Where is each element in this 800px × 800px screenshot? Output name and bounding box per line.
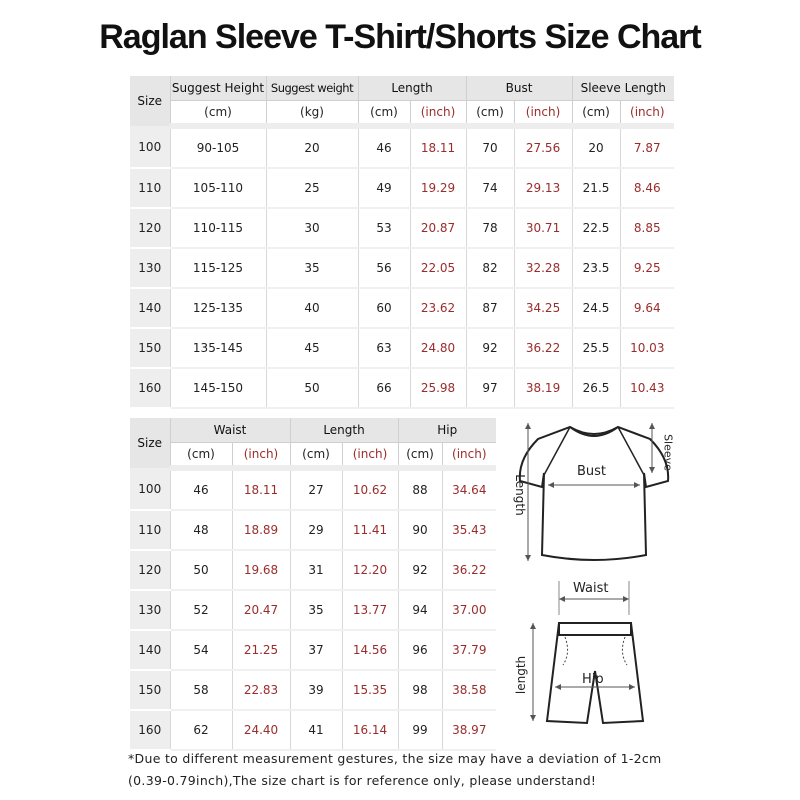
bust-label: Bust: [577, 464, 607, 479]
sleeve-inch-cell: 9.64: [620, 288, 674, 328]
bust-cm-cell: 78: [466, 208, 514, 248]
hip-cm-cell: 98: [398, 670, 442, 710]
unit-label: (inch): [232, 443, 290, 469]
shorts-size-table: [130, 418, 496, 751]
length-inch-cell: 23.62: [410, 288, 466, 328]
unit-label: (inch): [342, 443, 398, 469]
waist-inch-cell: 18.89: [232, 510, 290, 550]
length-inch-cell: 19.29: [410, 168, 466, 208]
hip-header: Hip: [398, 418, 496, 443]
page-title: Raglan Sleeve T-Shirt/Shorts Size Chart: [99, 18, 701, 56]
height-cell: 110-115: [170, 208, 266, 248]
hip-inch-cell: 37.00: [442, 590, 496, 630]
unit-label: (cm): [466, 101, 514, 127]
waist-cm-cell: 58: [170, 670, 232, 710]
length-inch-cell: 20.87: [410, 208, 466, 248]
hip-cm-cell: 96: [398, 630, 442, 670]
sleeve-cm-cell: 26.5: [572, 368, 620, 408]
waist-inch-cell: 21.25: [232, 630, 290, 670]
weight-cell: 50: [266, 368, 358, 408]
waist-cm-cell: 52: [170, 590, 232, 630]
size-cell: 120: [130, 208, 170, 248]
size-header: Size: [130, 76, 170, 126]
weight-cell: 20: [266, 126, 358, 168]
waist-cm-cell: 54: [170, 630, 232, 670]
waist-inch-cell: 18.11: [232, 468, 290, 510]
bust-cm-cell: 97: [466, 368, 514, 408]
weight-cell: 30: [266, 208, 358, 248]
size-cell: 150: [130, 670, 170, 710]
weight-cell: 45: [266, 328, 358, 368]
sleeve-cm-cell: 20: [572, 126, 620, 168]
length-inch-cell: 22.05: [410, 248, 466, 288]
height-cell: 145-150: [170, 368, 266, 408]
height-cell: 115-125: [170, 248, 266, 288]
size-cell: 160: [130, 368, 170, 408]
waist-inch-cell: 24.40: [232, 710, 290, 750]
table-row: [130, 208, 674, 248]
sleeve-length-header: Sleeve Length: [572, 76, 674, 101]
bust-cm-cell: 70: [466, 126, 514, 168]
weight-cell: 40: [266, 288, 358, 328]
table-row: [130, 670, 496, 710]
length-cm-cell: 39: [290, 670, 342, 710]
unit-label: (inch): [514, 101, 572, 127]
length-cm-cell: 27: [290, 468, 342, 510]
length-inch-cell: 12.20: [342, 550, 398, 590]
length-cm-cell: 29: [290, 510, 342, 550]
note-line-2: (0.39-0.79inch),The size chart is for reference only, please understand!: [128, 773, 597, 788]
tshirt-illustration: [520, 427, 668, 560]
waist-cm-cell: 46: [170, 468, 232, 510]
weight-cell: 35: [266, 248, 358, 288]
sleeve-inch-cell: 9.25: [620, 248, 674, 288]
sleeve-cm-cell: 25.5: [572, 328, 620, 368]
length-header: Length: [290, 418, 398, 443]
weight-cell: 25: [266, 168, 358, 208]
bust-inch-cell: 32.28: [514, 248, 572, 288]
height-cell: 90-105: [170, 126, 266, 168]
bust-inch-cell: 36.22: [514, 328, 572, 368]
hip-label: Hip: [582, 672, 604, 687]
table-row: [130, 288, 674, 328]
weight-header: Suggest weight: [266, 76, 358, 101]
unit-label: (cm): [170, 101, 266, 127]
unit-label: (kg): [266, 101, 358, 127]
bust-cm-cell: 87: [466, 288, 514, 328]
length-cm-cell: 46: [358, 126, 410, 168]
waist-inch-cell: 19.68: [232, 550, 290, 590]
size-cell: 140: [130, 288, 170, 328]
hip-cm-cell: 94: [398, 590, 442, 630]
sleeve-cm-cell: 24.5: [572, 288, 620, 328]
sleeve-label: Sleeve: [661, 434, 675, 471]
hip-inch-cell: 38.97: [442, 710, 496, 750]
hip-inch-cell: 37.79: [442, 630, 496, 670]
unit-label: (cm): [572, 101, 620, 127]
disclaimer-note: [128, 748, 788, 792]
bust-inch-cell: 30.71: [514, 208, 572, 248]
length-inch-cell: 15.35: [342, 670, 398, 710]
tshirt-size-table: [130, 76, 674, 409]
sleeve-inch-cell: 10.43: [620, 368, 674, 408]
hip-cm-cell: 99: [398, 710, 442, 750]
length-cm-cell: 66: [358, 368, 410, 408]
length-cm-cell: 63: [358, 328, 410, 368]
unit-label: (inch): [442, 443, 496, 469]
waist-cm-cell: 62: [170, 710, 232, 750]
hip-inch-cell: 38.58: [442, 670, 496, 710]
length-header: Length: [358, 76, 466, 101]
table-row: [130, 590, 496, 630]
length-inch-cell: 18.11: [410, 126, 466, 168]
length-cm-cell: 41: [290, 710, 342, 750]
height-cell: 105-110: [170, 168, 266, 208]
sleeve-inch-cell: 8.85: [620, 208, 674, 248]
length-cm-cell: 37: [290, 630, 342, 670]
hip-inch-cell: 36.22: [442, 550, 496, 590]
sleeve-inch-cell: 7.87: [620, 126, 674, 168]
size-cell: 130: [130, 248, 170, 288]
length-cm-cell: 35: [290, 590, 342, 630]
table-row: [130, 126, 674, 168]
length-inch-cell: 24.80: [410, 328, 466, 368]
bust-inch-cell: 38.19: [514, 368, 572, 408]
waist-inch-cell: 22.83: [232, 670, 290, 710]
size-cell: 140: [130, 630, 170, 670]
size-cell: 120: [130, 550, 170, 590]
table-row: [130, 550, 496, 590]
hip-inch-cell: 34.64: [442, 468, 496, 510]
size-cell: 110: [130, 510, 170, 550]
table-row: [130, 248, 674, 288]
length-cm-cell: 49: [358, 168, 410, 208]
table-row: [130, 328, 674, 368]
table-row: [130, 368, 674, 408]
table-row: [130, 468, 496, 510]
length-cm-cell: 53: [358, 208, 410, 248]
unit-label: (cm): [170, 443, 232, 469]
length-inch-cell: 14.56: [342, 630, 398, 670]
length-inch-cell: 25.98: [410, 368, 466, 408]
bust-cm-cell: 92: [466, 328, 514, 368]
height-cell: 125-135: [170, 288, 266, 328]
hip-cm-cell: 88: [398, 468, 442, 510]
unit-label: (cm): [290, 443, 342, 469]
waist-inch-cell: 20.47: [232, 590, 290, 630]
unit-label: (cm): [358, 101, 410, 127]
length-cm-cell: 60: [358, 288, 410, 328]
waist-cm-cell: 48: [170, 510, 232, 550]
bust-cm-cell: 82: [466, 248, 514, 288]
length-label: Length: [513, 474, 527, 516]
unit-label: (inch): [620, 101, 674, 127]
length-inch-cell: 16.14: [342, 710, 398, 750]
length-inch-cell: 11.41: [342, 510, 398, 550]
size-cell: 110: [130, 168, 170, 208]
bust-inch-cell: 34.25: [514, 288, 572, 328]
table-row: [130, 710, 496, 750]
sleeve-inch-cell: 10.03: [620, 328, 674, 368]
hip-cm-cell: 92: [398, 550, 442, 590]
unit-label: (inch): [410, 101, 466, 127]
table-row: [130, 630, 496, 670]
length-cm-cell: 56: [358, 248, 410, 288]
length-inch-cell: 10.62: [342, 468, 398, 510]
unit-label: (cm): [398, 443, 442, 469]
hip-inch-cell: 35.43: [442, 510, 496, 550]
shorts-measurement-diagram: [515, 575, 675, 735]
size-cell: 100: [130, 468, 170, 510]
note-line-1: *Due to different measurement gestures, the size may have a deviation of 1-2cm: [128, 751, 662, 766]
bust-cm-cell: 74: [466, 168, 514, 208]
bust-inch-cell: 27.56: [514, 126, 572, 168]
length-cm-cell: 31: [290, 550, 342, 590]
sleeve-inch-cell: 8.46: [620, 168, 674, 208]
size-cell: 150: [130, 328, 170, 368]
bust-inch-cell: 29.13: [514, 168, 572, 208]
size-cell: 130: [130, 590, 170, 630]
bust-header: Bust: [466, 76, 572, 101]
height-header: Suggest Height: [170, 76, 266, 101]
height-cell: 135-145: [170, 328, 266, 368]
hip-cm-cell: 90: [398, 510, 442, 550]
sleeve-cm-cell: 23.5: [572, 248, 620, 288]
size-cell: 100: [130, 126, 170, 168]
waist-header: Waist: [170, 418, 290, 443]
waist-label: Waist: [573, 581, 609, 596]
sleeve-cm-cell: 22.5: [572, 208, 620, 248]
length-inch-cell: 13.77: [342, 590, 398, 630]
tshirt-measurement-diagram: [510, 415, 680, 575]
waist-cm-cell: 50: [170, 550, 232, 590]
sleeve-cm-cell: 21.5: [572, 168, 620, 208]
table-row: [130, 510, 496, 550]
shorts-length-label: length: [514, 655, 528, 695]
table-row: [130, 168, 674, 208]
size-cell: 160: [130, 710, 170, 750]
size-header: Size: [130, 418, 170, 468]
